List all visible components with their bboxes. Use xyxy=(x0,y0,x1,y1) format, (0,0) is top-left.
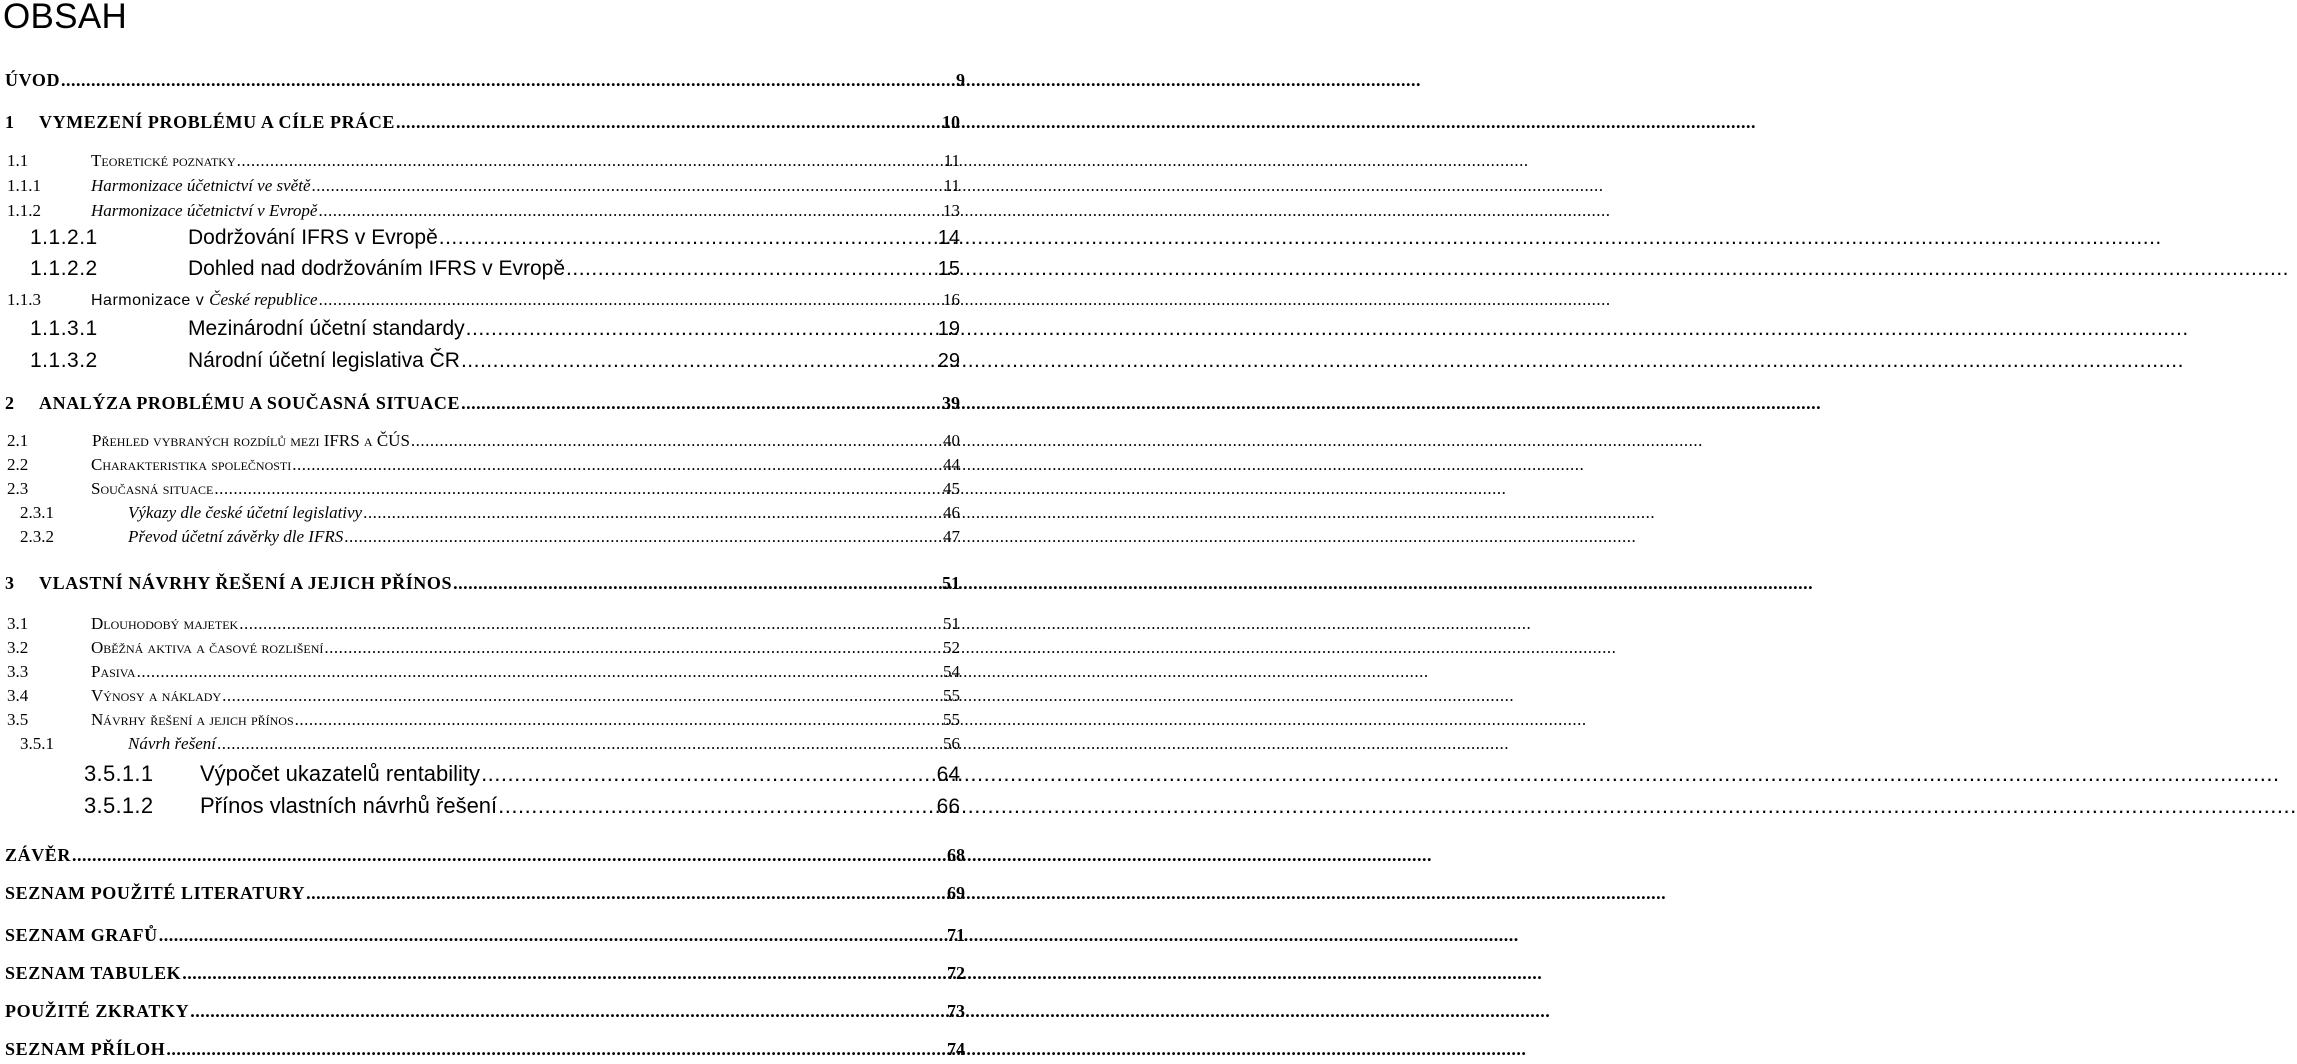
toc-entry-number: 1.1 xyxy=(7,151,29,170)
toc-entry-label: Teoretické poznatky xyxy=(91,151,236,170)
toc-entry-zaver[interactable] xyxy=(0,845,965,866)
toc-leader-dots xyxy=(461,349,936,373)
toc-entry-page: 19 xyxy=(937,318,960,340)
toc-entry-page: 52 xyxy=(943,638,960,657)
toc-entry-number: 2.3.2 xyxy=(20,527,54,546)
toc-entry-label: SEZNAM TABULEK xyxy=(5,963,182,983)
toc-entry-label-part: České republice xyxy=(209,290,318,309)
toc-entry-label: Dodržování IFRS v Evropě xyxy=(188,226,438,249)
toc-entry-page: 71 xyxy=(947,925,965,945)
toc-leader-dots xyxy=(239,614,941,634)
toc-entry-page: 29 xyxy=(937,350,960,372)
toc-entry-number: 2.1 xyxy=(7,431,29,450)
toc-entry-page: 39 xyxy=(942,393,960,413)
toc-entry-page: 11 xyxy=(943,151,960,170)
toc-entry-number: 3.5.1.1 xyxy=(84,761,154,786)
toc-entry-number: 1 xyxy=(5,112,14,132)
toc-leader-dots xyxy=(396,112,940,133)
toc-entry-1[interactable] xyxy=(0,112,960,133)
toc-leader-dots xyxy=(466,317,936,341)
toc-entry-number: 3.1 xyxy=(7,614,29,633)
toc-entry-3-5-1-1[interactable] xyxy=(0,761,960,787)
toc-entry-3[interactable] xyxy=(0,573,960,594)
toc-entry-page: 13 xyxy=(943,201,960,220)
toc-entry-grafy[interactable] xyxy=(0,925,965,946)
toc-entry-page: 72 xyxy=(947,963,965,983)
toc-entry-label: Dohled nad dodržováním IFRS v Evropě xyxy=(188,257,566,280)
toc-entry-label: VYMEZENÍ PROBLÉMU A CÍLE PRÁCE xyxy=(39,112,396,132)
toc-leader-dots xyxy=(222,686,941,706)
toc-entry-1-1[interactable] xyxy=(0,151,960,171)
toc-entry-number: 3.4 xyxy=(7,686,29,705)
table-of-contents xyxy=(0,0,965,1064)
toc-entry-page: 10 xyxy=(942,112,960,132)
toc-entry-label: Návrh řešení xyxy=(128,734,216,753)
toc-entry-number: 3.5.1 xyxy=(20,734,54,753)
toc-entry-uvod[interactable] xyxy=(0,70,965,91)
toc-entry-prilohy[interactable] xyxy=(0,1039,965,1060)
toc-entry-page: 55 xyxy=(943,710,960,729)
toc-entry-number: 2.3 xyxy=(7,479,29,498)
toc-entry-2[interactable] xyxy=(0,393,960,414)
toc-leader-dots xyxy=(363,503,941,523)
toc-leader-dots xyxy=(182,963,945,984)
toc-entry-label: Návrhy řešení a jejich přínos xyxy=(91,710,294,729)
toc-leader-dots xyxy=(319,290,941,310)
toc-leader-dots xyxy=(214,479,941,499)
toc-entry-label: Výpočet ukazatelů rentability xyxy=(200,761,481,786)
toc-leader-dots xyxy=(324,638,941,658)
toc-entry-page: 73 xyxy=(947,1001,965,1021)
toc-leader-dots xyxy=(295,710,941,730)
toc-entry-page: 51 xyxy=(943,614,960,633)
toc-entry-1-1-3[interactable] xyxy=(0,290,960,310)
toc-leader-dots xyxy=(318,201,941,221)
toc-leader-dots xyxy=(292,455,941,475)
toc-entry-label: Převod účetní závěrky dle IFRS xyxy=(128,527,344,546)
toc-entry-label: SEZNAM POUŽITÉ LITERATURY xyxy=(5,883,306,903)
toc-leader-dots xyxy=(190,1001,945,1022)
toc-entry-page: 69 xyxy=(947,883,965,903)
toc-entry-number: 1.1.3.2 xyxy=(30,349,98,372)
toc-entry-label: VLASTNÍ NÁVRHY ŘEŠENÍ A JEJICH PŘÍNOS xyxy=(39,573,453,593)
toc-leader-dots xyxy=(166,1039,945,1060)
toc-entry-page: 55 xyxy=(943,686,960,705)
toc-entry-literatura[interactable] xyxy=(0,883,965,904)
toc-leader-dots xyxy=(61,70,954,91)
toc-entry-page: 11 xyxy=(943,176,960,195)
toc-entry-label: Přehled vybraných rozdílů mezi IFRS a ČÚS xyxy=(92,431,410,450)
toc-entry-1-1-2[interactable] xyxy=(0,201,960,221)
toc-entry-label: POUŽITÉ ZKRATKY xyxy=(5,1001,190,1021)
toc-leader-dots xyxy=(159,925,945,946)
toc-entry-number: 2.3.1 xyxy=(20,503,54,522)
toc-leader-dots xyxy=(237,151,942,171)
toc-entry-label: Výkazy dle české účetní legislativy xyxy=(128,503,363,522)
toc-entry-page: 54 xyxy=(943,662,960,681)
toc-entry-label: Pasiva xyxy=(91,662,136,681)
toc-entry-page: 44 xyxy=(943,455,960,474)
toc-entry-2-3-2[interactable] xyxy=(0,527,960,547)
toc-leader-dots xyxy=(481,761,935,787)
toc-leader-dots xyxy=(498,793,934,819)
toc-entry-number: 3.2 xyxy=(7,638,29,657)
toc-entry-number: 3.3 xyxy=(7,662,29,681)
toc-entry-1-1-3-1[interactable] xyxy=(0,317,960,341)
toc-entry-label: Národní účetní legislativa ČR xyxy=(188,349,460,372)
toc-entry-3-4[interactable] xyxy=(0,686,960,706)
toc-entry-label: ANALÝZA PROBLÉMU A SOUČASNÁ SITUACE xyxy=(39,393,461,413)
toc-entry-2-3-1[interactable] xyxy=(0,503,960,523)
toc-leader-dots xyxy=(344,527,941,547)
toc-leader-dots xyxy=(566,257,936,281)
toc-entry-page: 14 xyxy=(937,227,960,249)
toc-entry-3-2[interactable] xyxy=(0,638,960,658)
toc-entry-3-5[interactable] xyxy=(0,710,960,730)
toc-entry-page: 64 xyxy=(936,763,960,786)
toc-entry-label: SEZNAM PŘÍLOH xyxy=(5,1039,166,1059)
toc-entry-label: Dlouhodobý majetek xyxy=(91,614,239,633)
toc-entry-number: 3.5 xyxy=(7,710,29,729)
toc-entry-label: Harmonizace účetnictví ve světě xyxy=(91,176,311,195)
toc-entry-1-1-1[interactable] xyxy=(0,176,960,196)
toc-leader-dots xyxy=(439,226,936,250)
toc-entry-number: 3.5.1.2 xyxy=(84,793,154,818)
toc-entry-tabulky[interactable] xyxy=(0,963,965,984)
toc-entry-label: Současná situace xyxy=(91,479,214,498)
toc-entry-3-3[interactable] xyxy=(0,662,960,682)
toc-entry-3-1[interactable] xyxy=(0,614,960,634)
toc-entry-zkratky[interactable] xyxy=(0,1001,965,1022)
toc-leader-dots xyxy=(306,883,945,904)
toc-entry-page: 51 xyxy=(942,573,960,593)
toc-entry-page: 66 xyxy=(936,795,960,818)
toc-entry-label: Harmonizace účetnictví v Evropě xyxy=(91,201,318,220)
toc-leader-dots xyxy=(217,734,941,754)
toc-leader-dots xyxy=(312,176,942,196)
toc-entry-3-5-1[interactable] xyxy=(0,734,960,754)
toc-entry-number: 3 xyxy=(5,573,14,593)
toc-entry-2-1[interactable] xyxy=(0,431,960,451)
toc-entry-page: 9 xyxy=(956,70,965,90)
toc-entry-page: 40 xyxy=(943,431,960,450)
toc-entry-number: 2 xyxy=(5,393,14,413)
toc-entry-page: 47 xyxy=(943,527,960,546)
toc-entry-number: 1.1.2 xyxy=(7,201,41,220)
toc-leader-dots xyxy=(411,431,941,451)
toc-entry-1-1-2-1[interactable] xyxy=(0,226,960,250)
toc-leader-dots xyxy=(72,845,945,866)
toc-entry-page: 46 xyxy=(943,503,960,522)
toc-entry-3-5-1-2[interactable] xyxy=(0,793,960,819)
toc-entry-page: 68 xyxy=(947,845,965,865)
toc-entry-1-1-3-2[interactable] xyxy=(0,349,960,373)
page-title: OBSAH xyxy=(3,0,128,36)
toc-entry-number: 2.2 xyxy=(7,455,29,474)
toc-leader-dots xyxy=(453,573,940,594)
toc-entry-page: 45 xyxy=(943,479,960,498)
toc-entry-label: Přínos vlastních návrhů řešení xyxy=(200,793,498,818)
toc-entry-2-2[interactable] xyxy=(0,455,960,475)
toc-entry-number: 1.1.3.1 xyxy=(30,317,98,340)
toc-entry-label-part: Harmonizace v xyxy=(91,292,210,309)
toc-entry-number: 1.1.3 xyxy=(7,290,41,309)
toc-entry-label xyxy=(91,290,318,310)
toc-entry-number: 1.1.2.1 xyxy=(30,226,98,249)
toc-entry-page: 16 xyxy=(943,290,960,309)
toc-leader-dots xyxy=(461,393,940,414)
toc-entry-1-1-2-2[interactable] xyxy=(0,257,960,281)
toc-entry-page: 15 xyxy=(937,258,960,280)
toc-entry-label: ÚVOD xyxy=(5,70,61,90)
toc-entry-label: SEZNAM GRAFŮ xyxy=(5,925,158,945)
toc-entry-number: 1.1.1 xyxy=(7,176,41,195)
toc-entry-label: Mezinárodní účetní standardy xyxy=(188,317,465,340)
toc-entry-label: Charakteristika společnosti xyxy=(91,455,292,474)
toc-leader-dots xyxy=(137,662,941,682)
toc-entry-page: 74 xyxy=(947,1039,965,1059)
toc-entry-label: Výnosy a náklady xyxy=(91,686,222,705)
toc-entry-2-3[interactable] xyxy=(0,479,960,499)
toc-entry-label: ZÁVĚR xyxy=(5,845,72,865)
toc-entry-label: Oběžná aktiva a časové rozlišení xyxy=(91,638,324,657)
toc-entry-page: 56 xyxy=(943,734,960,753)
toc-entry-number: 1.1.2.2 xyxy=(30,257,98,280)
